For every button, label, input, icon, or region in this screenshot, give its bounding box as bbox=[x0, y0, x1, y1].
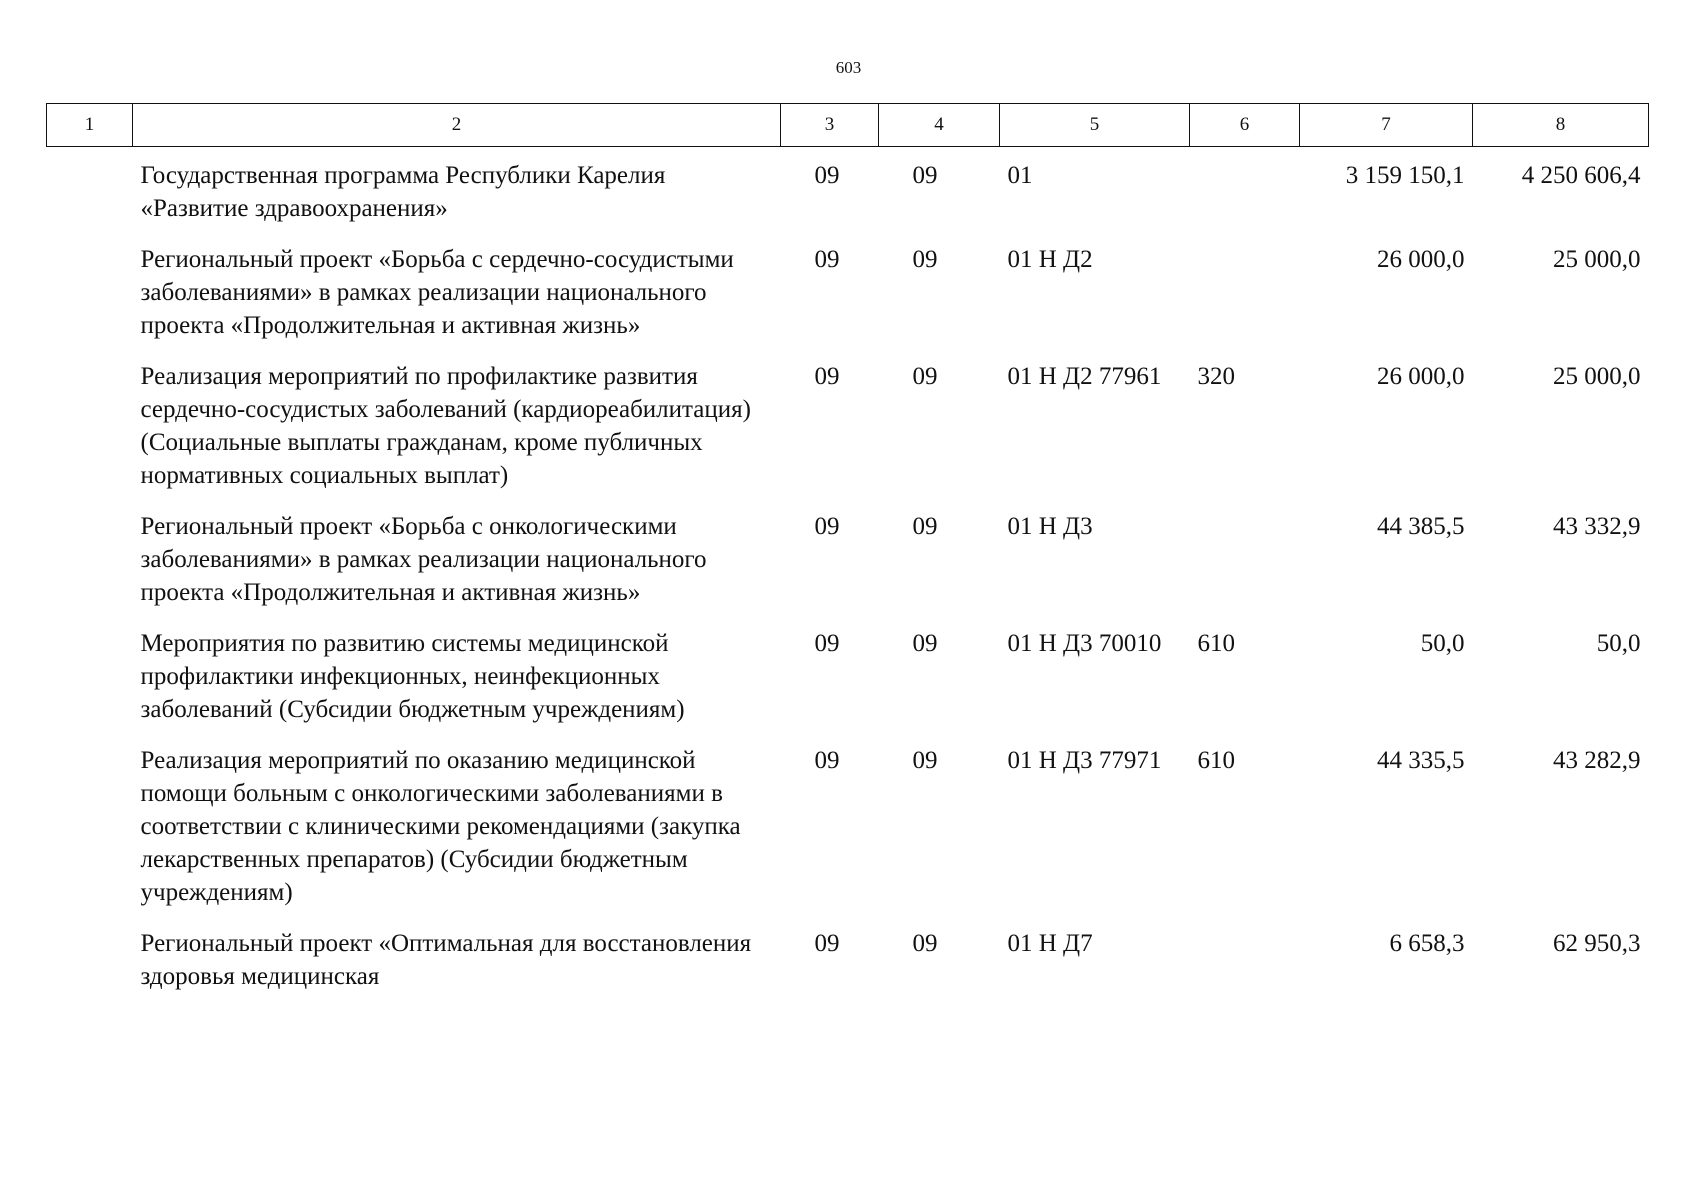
section-code: 09 bbox=[814, 513, 840, 540]
subsection-code: 09 bbox=[912, 513, 938, 540]
page-number: 603 bbox=[835, 58, 862, 77]
column-header-1: 1 bbox=[47, 104, 133, 147]
item-name: Реализация мероприятий по оказанию медицинской помощи больным с онкологическими заболеваниями в соответствии с клиническими рекомендациями (закупка лекарственных препаратов) (Субсидии бюджетным учреждениям) bbox=[140, 747, 741, 906]
amount-year-1: 44 335,5 bbox=[1377, 747, 1465, 774]
subsection-code: 09 bbox=[912, 630, 938, 657]
expense-kind-code bbox=[1190, 919, 1300, 1003]
column-header-3: 3 bbox=[781, 104, 879, 147]
amount-year-1: 3 159 150,1 bbox=[1345, 162, 1465, 189]
item-name: Мероприятия по развитию системы медицинской профилактики инфекционных, неинфекционных заболеваний (Субсидии бюджетным учреждениям) bbox=[140, 630, 685, 723]
section-code: 09 bbox=[814, 930, 840, 957]
column-header-2: 2 bbox=[133, 104, 781, 147]
subsection-code: 09 bbox=[912, 162, 938, 189]
section-code: 09 bbox=[814, 246, 840, 273]
row-index-cell bbox=[47, 919, 133, 1003]
item-name: Региональный проект «Оптимальная для восстановления здоровья медицинская bbox=[140, 930, 752, 990]
table-row bbox=[47, 147, 1649, 236]
row-index-cell bbox=[47, 235, 133, 352]
item-name: Региональный проект «Борьба с онкологическими заболеваниями» в рамках реализации национального проекта «Продолжительная и активная жизнь» bbox=[140, 513, 707, 606]
amount-year-1: 26 000,0 bbox=[1377, 363, 1465, 390]
amount-year-2: 25 000,0 bbox=[1553, 363, 1641, 390]
expense-kind-code bbox=[1190, 147, 1300, 236]
amount-year-1: 50,0 bbox=[1420, 630, 1465, 657]
amount-year-1: 44 385,5 bbox=[1377, 513, 1465, 540]
amount-year-2: 4 250 606,4 bbox=[1521, 162, 1641, 189]
amount-year-2: 43 282,9 bbox=[1553, 747, 1641, 774]
table-header bbox=[47, 104, 1649, 147]
column-header-5: 5 bbox=[1000, 104, 1190, 147]
column-header-4: 4 bbox=[879, 104, 1000, 147]
amount-year-2: 25 000,0 bbox=[1553, 246, 1641, 273]
table-row bbox=[47, 619, 1649, 736]
expense-kind-code: 610 bbox=[1197, 630, 1235, 657]
row-index-cell bbox=[47, 619, 133, 736]
subsection-code: 09 bbox=[912, 246, 938, 273]
amount-year-2: 50,0 bbox=[1596, 630, 1641, 657]
table-row bbox=[47, 919, 1649, 1003]
amount-year-1: 6 658,3 bbox=[1389, 930, 1465, 957]
table-body bbox=[47, 147, 1649, 1004]
row-index-cell bbox=[47, 352, 133, 502]
section-code: 09 bbox=[814, 363, 840, 390]
item-name: Региональный проект «Борьба с сердечно-сосудистыми заболеваниями» в рамках реализации национального проекта «Продолжительная и активная жизнь» bbox=[140, 246, 734, 339]
row-index-cell bbox=[47, 502, 133, 619]
column-header-6: 6 bbox=[1190, 104, 1300, 147]
target-article-code: 01 Н Д2 bbox=[1007, 246, 1093, 273]
target-article-code: 01 Н Д7 bbox=[1007, 930, 1093, 957]
item-name: Государственная программа Республики Карелия «Развитие здравоохранения» bbox=[140, 162, 666, 222]
section-code: 09 bbox=[814, 747, 840, 774]
amount-year-1: 26 000,0 bbox=[1377, 246, 1465, 273]
item-name: Реализация мероприятий по профилактике развития сердечно-сосудистых заболеваний (кардиореабилитация) (Социальные выплаты гражданам, кроме публичных нормативных социальных выплат) bbox=[140, 363, 751, 489]
expense-kind-code: 610 bbox=[1197, 747, 1235, 774]
row-index-cell bbox=[47, 736, 133, 919]
section-code: 09 bbox=[814, 630, 840, 657]
column-number-row bbox=[47, 104, 1649, 147]
subsection-code: 09 bbox=[912, 363, 938, 390]
table-row bbox=[47, 352, 1649, 502]
expense-kind-code bbox=[1190, 502, 1300, 619]
expense-kind-code bbox=[1190, 235, 1300, 352]
column-header-8: 8 bbox=[1473, 104, 1649, 147]
target-article-code: 01 Н Д3 bbox=[1007, 513, 1093, 540]
expense-kind-code: 320 bbox=[1197, 363, 1235, 390]
column-header-7: 7 bbox=[1300, 104, 1473, 147]
target-article-code: 01 Н Д3 77971 bbox=[1007, 747, 1162, 774]
amount-year-2: 62 950,3 bbox=[1553, 930, 1641, 957]
row-index-cell bbox=[47, 147, 133, 236]
budget-table bbox=[46, 103, 1649, 1003]
amount-year-2: 43 332,9 bbox=[1553, 513, 1641, 540]
section-code: 09 bbox=[814, 162, 840, 189]
target-article-code: 01 Н Д2 77961 bbox=[1007, 363, 1162, 390]
table-row bbox=[47, 235, 1649, 352]
table-row bbox=[47, 736, 1649, 919]
table-row bbox=[47, 502, 1649, 619]
target-article-code: 01 Н Д3 70010 bbox=[1007, 630, 1162, 657]
subsection-code: 09 bbox=[912, 747, 938, 774]
target-article-code: 01 bbox=[1007, 162, 1033, 189]
subsection-code: 09 bbox=[912, 930, 938, 957]
